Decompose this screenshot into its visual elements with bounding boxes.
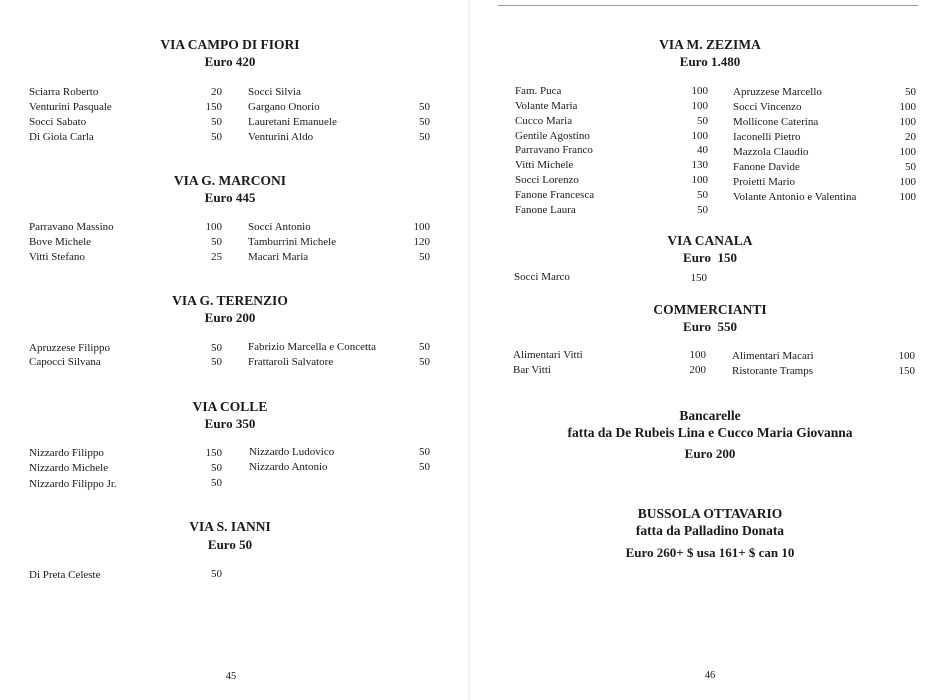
- entry-value: 100: [689, 349, 706, 361]
- entry-value: 100: [899, 176, 916, 188]
- entry-value: 200: [689, 364, 706, 376]
- entry-name: Socci Vincenzo: [733, 101, 802, 113]
- entry-value: 150: [205, 447, 222, 459]
- entry-name: Apruzzese Marcello: [733, 86, 822, 98]
- entry-name: Frattaroli Salvatore: [248, 356, 334, 368]
- entry-name: Volante Antonio e Valentina: [733, 191, 857, 203]
- entry-value: 50: [419, 341, 430, 353]
- entry-value: 50: [211, 236, 222, 248]
- entry-name: Socci Sabato: [29, 116, 87, 128]
- entry-value: 100: [691, 85, 708, 97]
- entry-name: Tamburrini Michele: [248, 236, 337, 248]
- entry-name: Bove Michele: [29, 236, 92, 248]
- entry-value: 100: [205, 221, 222, 233]
- section-title: VIA COLLE: [192, 399, 268, 414]
- section-amount: Euro 445: [204, 190, 256, 205]
- section-title: VIA CAMPO DI FIORI: [160, 37, 300, 52]
- entry-name: Socci Antonio: [248, 221, 311, 233]
- top-rule: [498, 5, 918, 6]
- entry-name: Nizzardo Ludovico: [249, 446, 335, 458]
- entry-value: 150: [898, 365, 915, 377]
- entry-value: 40: [697, 144, 708, 156]
- entry-value: 100: [691, 174, 708, 186]
- entry-name: Sciarra Roberto: [29, 86, 99, 98]
- entry-name: Venturini Aldo: [248, 131, 314, 143]
- entry-name: Fabrizio Marcella e Concetta: [248, 341, 376, 353]
- section-title: VIA CANALA: [667, 233, 753, 248]
- entry-value: 100: [898, 350, 915, 362]
- entry-name: Fanone Laura: [515, 204, 576, 216]
- entry-value: 50: [211, 568, 222, 580]
- entry-value: 50: [905, 86, 916, 98]
- entry-name: Venturini Pasquale: [29, 101, 112, 113]
- entry-name: Fanone Davide: [733, 161, 800, 173]
- entry-value: 50: [211, 131, 222, 143]
- bancarelle-subtitle: fatta da De Rubeis Lina e Cucco Maria Giovanna: [567, 425, 853, 440]
- entry-name: Di Preta Celeste: [29, 569, 101, 581]
- entry-name: Nizzardo Michele: [29, 462, 109, 474]
- entry-value: 120: [413, 236, 430, 248]
- entry-name: Mollicone Caterina: [733, 116, 819, 128]
- section-amount: Euro 550: [683, 319, 737, 334]
- entry-name: Nizzardo Antonio: [249, 461, 328, 473]
- entry-value: 50: [211, 116, 222, 128]
- entry-name: Mazzola Claudio: [733, 146, 809, 158]
- right-page: [470, 0, 947, 700]
- entry-value: 50: [211, 356, 222, 368]
- entry-name: Capocci Silvana: [29, 356, 101, 368]
- page-number: 46: [704, 670, 716, 681]
- bussola-amount: Euro 260+ $ usa 161+ $ can 10: [625, 545, 795, 560]
- entry-name: Socci Lorenzo: [515, 174, 579, 186]
- entry-value: 100: [899, 101, 916, 113]
- entry-name: Parravano Massino: [29, 221, 114, 233]
- entry-value: 150: [690, 272, 707, 284]
- entry-name: Di Gioia Carla: [29, 131, 94, 143]
- entry-name: Lauretani Emanuele: [248, 116, 337, 128]
- entry-value: 100: [899, 146, 916, 158]
- entry-name: Alimentari Vitti: [513, 349, 583, 361]
- entry-value: 100: [899, 116, 916, 128]
- entry-name: Proietti Mario: [733, 176, 796, 188]
- entry-name: Iaconelli Pietro: [733, 131, 801, 143]
- section-title: VIA G. TERENZIO: [172, 293, 288, 308]
- entry-name: Socci Marco: [514, 271, 570, 283]
- section-amount: Euro 1.480: [679, 54, 741, 69]
- entry-value: 25: [211, 251, 222, 263]
- entry-value: 50: [419, 446, 430, 458]
- entry-name: Volante Maria: [515, 100, 578, 112]
- bancarelle-title: Bancarelle: [679, 408, 741, 423]
- entry-value: 50: [697, 189, 708, 201]
- section-title: VIA S. IANNI: [189, 519, 271, 534]
- entry-value: 50: [697, 204, 708, 216]
- entry-value: 150: [205, 101, 222, 113]
- entry-value: 50: [697, 115, 708, 127]
- entry-value: 130: [691, 159, 708, 171]
- entry-name: Bar Vitti: [513, 364, 551, 376]
- section-title: VIA M. ZEZIMA: [659, 37, 761, 52]
- entry-name: Nizzardo Filippo Jr.: [29, 478, 117, 490]
- section-title: COMMERCIANTI: [653, 302, 767, 317]
- entry-name: Vitti Michele: [515, 159, 574, 171]
- entry-value: 50: [905, 161, 916, 173]
- section-amount: Euro 350: [204, 416, 256, 431]
- entry-value: 100: [691, 130, 708, 142]
- page-number: 45: [225, 671, 237, 682]
- entry-value: 50: [419, 116, 430, 128]
- entry-value: 50: [419, 356, 430, 368]
- section-title: VIA G. MARCONI: [173, 173, 287, 188]
- bussola-subtitle: fatta da Palladino Donata: [635, 523, 785, 538]
- entry-value: 20: [905, 131, 916, 143]
- section-amount: Euro 150: [683, 250, 737, 265]
- entry-name: Cucco Maria: [515, 115, 573, 127]
- entry-name: Ristorante Tramps: [732, 365, 813, 377]
- entry-name: Gentile Agostino: [515, 130, 590, 142]
- entry-name: Socci Silvia: [248, 86, 301, 98]
- entry-name: Apruzzese Filippo: [29, 342, 110, 354]
- section-amount: Euro 50: [207, 537, 253, 552]
- entry-name: Vitti Stefano: [29, 251, 85, 263]
- entry-value: 50: [419, 101, 430, 113]
- section-amount: Euro 200: [204, 310, 256, 325]
- bussola-title: BUSSOLA OTTAVARIO: [637, 506, 783, 521]
- entry-value: 50: [419, 131, 430, 143]
- entry-name: Alimentari Macari: [732, 350, 814, 362]
- entry-value: 50: [211, 342, 222, 354]
- entry-name: Fam. Puca: [515, 85, 562, 97]
- entry-name: Fanone Francesca: [515, 189, 595, 201]
- entry-value: 50: [419, 461, 430, 473]
- entry-value: 50: [211, 477, 222, 489]
- section-amount: Euro 420: [204, 54, 256, 69]
- entry-name: Macari Maria: [248, 251, 309, 263]
- entry-value: 50: [211, 462, 222, 474]
- entry-value: 100: [691, 100, 708, 112]
- entry-value: 50: [419, 251, 430, 263]
- entry-value: 100: [413, 221, 430, 233]
- entry-value: 100: [899, 191, 916, 203]
- entry-name: Gargano Onorio: [248, 101, 320, 113]
- left-page: [0, 0, 470, 700]
- bancarelle-amount: Euro 200: [684, 446, 736, 461]
- entry-value: 20: [211, 86, 222, 98]
- entry-name: Nizzardo Filippo: [29, 447, 104, 459]
- entry-name: Parravano Franco: [515, 144, 593, 156]
